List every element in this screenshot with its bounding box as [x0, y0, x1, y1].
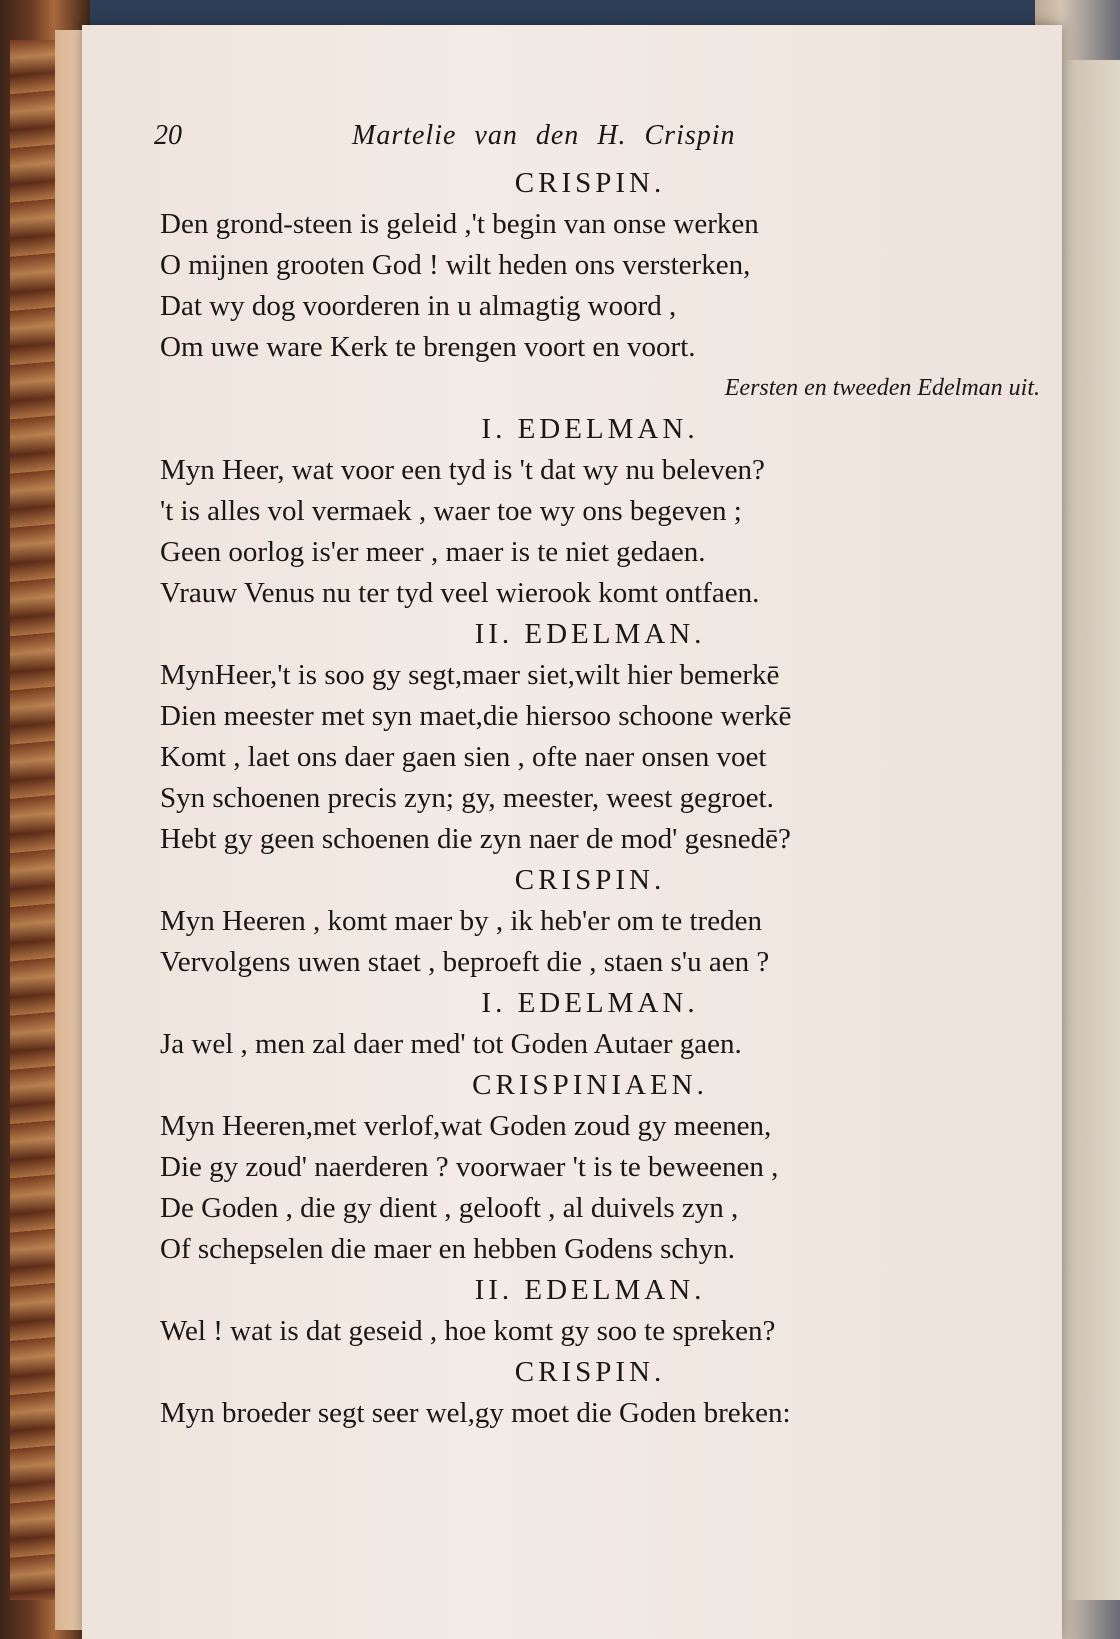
verse-line: Komt , laet ons daer gaen sien , ofte naer onsen voet [160, 741, 767, 773]
verse-line: MynHeer,'t is soo gy segt,maer siet,wilt hier bemerkē [160, 659, 780, 691]
verse-line: Vrauw Venus nu ter tyd veel wierook komt ontfaen. [160, 577, 760, 609]
verse-line: Myn Heeren , komt maer by , ik heb'er om te treden [160, 905, 762, 937]
speaker-heading: CRISPIN. [514, 864, 666, 896]
marbled-cover-edge [10, 40, 60, 1600]
verse-line: Dien meester met syn maet,die hiersoo schoone werkē [160, 700, 792, 732]
verse-line: Vervolgens uwen staet , beproeft die , staen s'u aen ? [160, 946, 770, 978]
verse-line: Die gy zoud' naerderen ? voorwaer 't is te beweenen , [160, 1151, 779, 1183]
speaker-heading: CRISPIN. [514, 1356, 666, 1388]
verse-line: Geen oorlog is'er meer , maer is te niet gedaen. [160, 536, 706, 568]
play-text [160, 163, 1050, 1434]
speaker-heading: II. EDELMAN. [474, 1274, 706, 1306]
running-title: Martelie van den H. Crispin [352, 120, 736, 151]
verse-line: Myn broeder segt seer wel,gy moet die Goden breken: [160, 1397, 791, 1429]
verse-line: O mijnen grooten God ! wilt heden ons versterken, [160, 249, 751, 281]
verse-line: Dat wy dog voorderen in u almagtig woord , [160, 290, 677, 322]
page-number: 20 [154, 120, 182, 151]
verse-line: 't is alles vol vermaek , waer toe wy ons begeven ; [160, 495, 742, 527]
verse-line: Ja wel , men zal daer med' tot Goden Autaer gaen. [160, 1028, 742, 1060]
verse-line: Om uwe ware Kerk te brengen voort en voort. [160, 331, 696, 363]
speaker-heading: CRISPINIAEN. [472, 1069, 708, 1101]
speaker-heading: II. EDELMAN. [474, 618, 706, 650]
speaker-heading: CRISPIN. [514, 167, 666, 199]
verse-line: Myn Heer, wat voor een tyd is 't dat wy nu beleven? [160, 454, 765, 486]
stage-direction: Eersten en tweeden Edelman uit. [724, 375, 1040, 401]
verse-line: Wel ! wat is dat geseid , hoe komt gy soo te spreken? [160, 1315, 776, 1347]
verse-line: Den grond-steen is geleid ,'t begin van onse werken [160, 208, 759, 240]
verse-line: Hebt gy geen schoenen die zyn naer de mod' gesnedē? [160, 823, 791, 855]
facing-page-edge [1060, 60, 1120, 1600]
verse-line: De Goden , die gy dient , gelooft , al duivels zyn , [160, 1192, 739, 1224]
speaker-heading: I. EDELMAN. [481, 987, 699, 1019]
verse-line: Of schepselen die maer en hebben Godens schyn. [160, 1233, 735, 1265]
page-header [82, 120, 1062, 160]
book-page [82, 25, 1062, 1639]
verse-line: Myn Heeren,met verlof,wat Goden zoud gy meenen, [160, 1110, 772, 1142]
speaker-heading: I. EDELMAN. [481, 413, 699, 445]
verse-line: Syn schoenen precis zyn; gy, meester, weest gegroet. [160, 782, 774, 814]
